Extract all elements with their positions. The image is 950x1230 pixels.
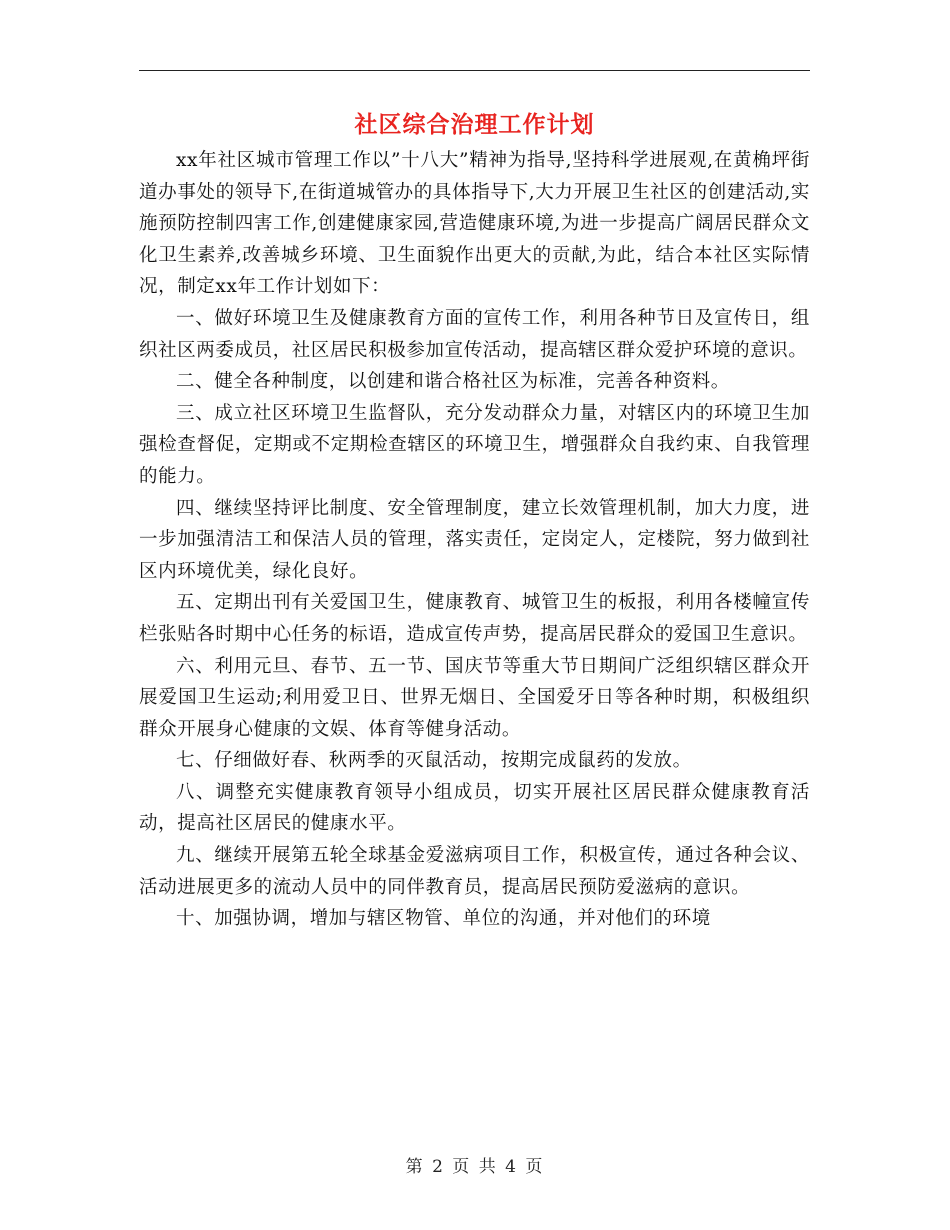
paragraph-item-6: 六、利用元旦、春节、五一节、国庆节等重大节日期间广泛组织辖区群众开展爱国卫生运动;利用爱卫日、世界无烟日、全国爱牙日等各种时期，积极组织群众开展身心健康的文娱、体育等健身活动。 <box>139 655 810 740</box>
document-body <box>139 145 810 935</box>
document-title: 社区综合治理工作计划 <box>354 112 595 138</box>
paragraph-item-3: 三、成立社区环境卫生监督队，充分发动群众力量，对辖区内的环境卫生加强检查督促，定期或不定期检查辖区的环境卫生，增强群众自我约束、自我管理的能力。 <box>139 402 810 487</box>
page-number-footer: 第 2 页 共 4 页 <box>405 1157 545 1177</box>
header-rule <box>139 70 810 71</box>
paragraph-item-8: 八、调整充实健康教育领导小组成员，切实开展社区居民群众健康教育活动，提高社区居民的健康水平。 <box>139 781 810 835</box>
paragraph-item-4: 四、继续坚持评比制度、安全管理制度，建立长效管理机制，加大力度，进一步加强清洁工和保洁人员的管理，落实责任，定岗定人，定楼院，努力做到社区内环境优美，绿化良好。 <box>139 497 810 582</box>
paragraph-item-2: 二、健全各种制度，以创建和谐合格社区为标准，完善各种资料。 <box>176 371 730 393</box>
paragraph-item-5: 五、定期出刊有关爱国卫生，健康教育、城管卫生的板报，利用各楼幢宣传栏张贴各时期中心任务的标语，造成宣传声势，提高居民群众的爱国卫生意识。 <box>139 592 810 645</box>
paragraph-item-7: 七、仔细做好春、秋两季的灭鼠活动，按期完成鼠药的发放。 <box>176 750 692 772</box>
paragraph-item-9: 九、继续开展第五轮全球基金爱滋病项目工作，积极宣传，通过各种会议、活动进展更多的流动人员中的同伴教育员，提高居民预防爱滋病的意识。 <box>139 845 810 898</box>
paragraph-item-1: 一、做好环境卫生及健康教育方面的宣传工作，利用各种节日及宣传日，组织社区两委成员，社区居民积极参加宣传活动，提高辖区群众爱护环境的意识。 <box>139 307 810 361</box>
paragraph-item-10: 十、加强协调，增加与辖区物管、单位的沟通，并对他们的环境 <box>176 908 711 930</box>
paragraph-intro: xx年社区城市管理工作以”十八大”精神为指导,坚持科学进展观,在黄桷坪街道办事处的领导下,在街道城管办的具体指导下,大力开展卫生社区的创建活动,实施预防控制四害工作,创建健康家园,营造健康环境,为进一步提高广阔居民群众文化卫生素养,改善城乡环境、卫生面貌作出更大的贡献,为此，结合本社区实际情况，制定xx年工作计划如下： <box>139 150 810 298</box>
